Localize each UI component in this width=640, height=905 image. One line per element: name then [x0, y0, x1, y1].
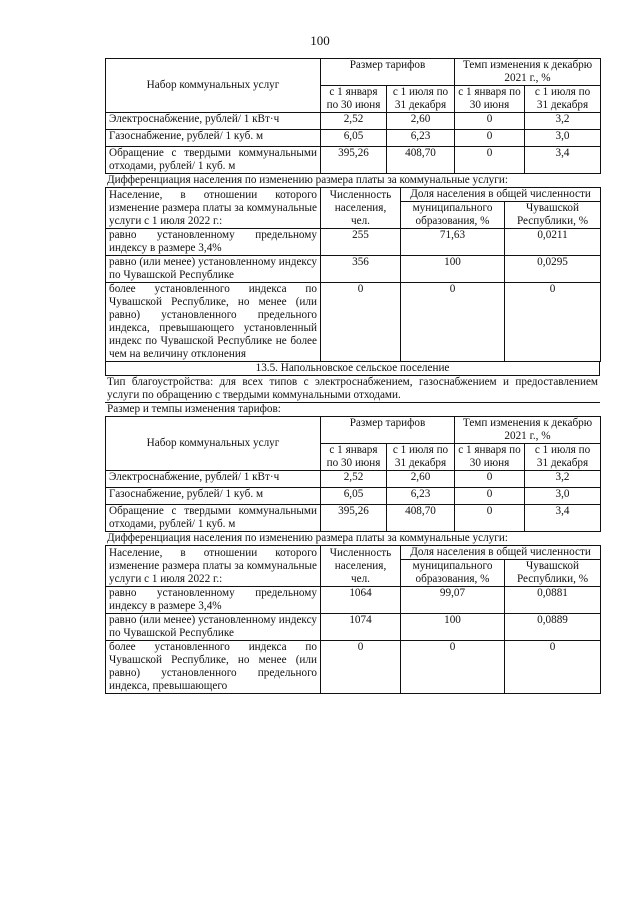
table-row	[106, 488, 601, 505]
municipal-share: 100	[401, 256, 505, 283]
diff-table-1	[105, 187, 601, 362]
service-name: Обращение с твердыми коммунальными отходами, рублей/ 1 куб. м	[106, 505, 321, 532]
tariff-value: 2,60	[387, 471, 455, 488]
population-label: равно установленному предельному индексу в размере 3,4%	[106, 229, 321, 256]
municipal-share: 71,63	[401, 229, 505, 256]
population-count: 0	[321, 283, 401, 362]
document-body	[105, 58, 600, 694]
population-label: равно (или менее) установленному индексу по Чувашской Республике	[106, 614, 321, 641]
rate-value: 0	[455, 130, 525, 147]
tariff-value: 395,26	[321, 505, 387, 532]
table-row	[106, 283, 601, 362]
service-name: Обращение с твердыми коммунальными отходами, рублей/ 1 куб. м	[106, 147, 321, 174]
header-service: Набор коммунальных услуг	[106, 59, 321, 113]
republic-share: 0	[505, 641, 601, 694]
table-row	[106, 147, 601, 174]
header-period-4: с 1 июля по 31 декабря	[525, 444, 601, 471]
rates-caption: Размер и темпы изменения тарифов:	[107, 403, 281, 415]
rate-value: 0	[455, 147, 525, 174]
header-period-1: с 1 января по 30 июня	[321, 444, 387, 471]
header-republic: Чувашской Республики, %	[505, 560, 601, 587]
diff-caption-1: Дифференциация населения по изменению размера платы за коммунальные услуги:	[107, 174, 508, 186]
header-rate: Темп изменения к декабрю 2021 г., %	[455, 59, 601, 86]
table-row	[106, 587, 601, 614]
header-count: Численность населения, чел.	[321, 546, 401, 587]
rate-value: 0	[455, 505, 525, 532]
header-population: Население, в отношении которого изменение размера платы за коммунальные услуги с 1 июля 2022 г.:	[106, 546, 321, 587]
municipal-share: 0	[401, 283, 505, 362]
republic-share: 0,0889	[505, 614, 601, 641]
republic-share: 0	[505, 283, 601, 362]
section-title: 13.5. Напольновское сельское поселение	[105, 362, 600, 376]
population-count: 0	[321, 641, 401, 694]
header-period-2: с 1 июля по 31 декабря	[387, 86, 455, 113]
header-share: Доля населения в общей численности	[401, 546, 601, 560]
municipal-share: 0	[401, 641, 505, 694]
tariff-value: 2,52	[321, 113, 387, 130]
header-share: Доля населения в общей численности	[401, 188, 601, 202]
population-label: более установленного индекса по Чувашской Республике, но менее (или равно) установленного предельного индекса, превышающего установленный индекс по Чувашской Республике не более чем на величину отклонения	[106, 283, 321, 362]
header-municipal: муниципального образования, %	[401, 202, 505, 229]
republic-share: 0,0295	[505, 256, 601, 283]
header-population: Население, в отношении которого изменение размера платы за коммунальные услуги с 1 июля 2022 г.:	[106, 188, 321, 229]
service-name: Газоснабжение, рублей/ 1 куб. м	[106, 130, 321, 147]
rate-value: 3,4	[525, 505, 601, 532]
header-republic: Чувашской Республики, %	[505, 202, 601, 229]
diff-caption-2: Дифференциация населения по изменению размера платы за коммунальные услуги:	[107, 532, 508, 544]
rate-value: 3,2	[525, 113, 601, 130]
municipal-share: 99,07	[401, 587, 505, 614]
rate-value: 3,2	[525, 471, 601, 488]
service-name: Газоснабжение, рублей/ 1 куб. м	[106, 488, 321, 505]
header-period-3: с 1 января по 30 июня	[455, 86, 525, 113]
republic-share: 0,0211	[505, 229, 601, 256]
rate-value: 0	[455, 113, 525, 130]
header-size: Размер тарифов	[321, 59, 455, 86]
service-name: Электроснабжение, рублей/ 1 кВт·ч	[106, 113, 321, 130]
rate-value: 3,0	[525, 488, 601, 505]
header-period-1: с 1 января по 30 июня	[321, 86, 387, 113]
header-municipal: муниципального образования, %	[401, 560, 505, 587]
tariff-value: 2,52	[321, 471, 387, 488]
tariff-table-2	[105, 416, 601, 532]
diff-table-2	[105, 545, 601, 694]
service-name: Электроснабжение, рублей/ 1 кВт·ч	[106, 471, 321, 488]
table-row	[106, 641, 601, 694]
header-service: Набор коммунальных услуг	[106, 417, 321, 471]
tariff-value: 6,23	[387, 488, 455, 505]
municipal-share: 100	[401, 614, 505, 641]
header-rate: Темп изменения к декабрю 2021 г., %	[455, 417, 601, 444]
tariff-value: 6,05	[321, 488, 387, 505]
tariff-value: 6,05	[321, 130, 387, 147]
header-period-4: с 1 июля по 31 декабря	[525, 86, 601, 113]
population-label: равно (или менее) установленному индексу по Чувашской Республике	[106, 256, 321, 283]
header-count: Численность населения, чел.	[321, 188, 401, 229]
table-row	[106, 471, 601, 488]
tariff-value: 2,60	[387, 113, 455, 130]
rate-value: 0	[455, 488, 525, 505]
republic-share: 0,0881	[505, 587, 601, 614]
population-label: более установленного индекса по Чувашской Республике, но менее (или равно) установленного предельного индекса, превышающего	[106, 641, 321, 694]
header-period-2: с 1 июля по 31 декабря	[387, 444, 455, 471]
tariff-value: 6,23	[387, 130, 455, 147]
table-row	[106, 130, 601, 147]
rate-value: 0	[455, 471, 525, 488]
population-count: 255	[321, 229, 401, 256]
population-count: 1074	[321, 614, 401, 641]
population-label: равно установленному предельному индексу в размере 3,4%	[106, 587, 321, 614]
table-row	[106, 113, 601, 130]
page-number: 100	[310, 33, 330, 48]
population-count: 356	[321, 256, 401, 283]
rate-value: 3,0	[525, 130, 601, 147]
tariff-table-1	[105, 58, 601, 174]
table-row	[106, 256, 601, 283]
tariff-value: 408,70	[387, 147, 455, 174]
rate-value: 3,4	[525, 147, 601, 174]
population-count: 1064	[321, 587, 401, 614]
tariff-value: 408,70	[387, 505, 455, 532]
table-row	[106, 505, 601, 532]
header-size: Размер тарифов	[321, 417, 455, 444]
header-period-3: с 1 января по 30 июня	[455, 444, 525, 471]
improvement-type-text: Тип благоустройства: для всех типов с электроснабжением, газоснабжением и предоставлением услуги по обращению с твердыми коммунальными отходами.	[107, 376, 598, 401]
table-row	[106, 614, 601, 641]
tariff-value: 395,26	[321, 147, 387, 174]
table-row	[106, 229, 601, 256]
